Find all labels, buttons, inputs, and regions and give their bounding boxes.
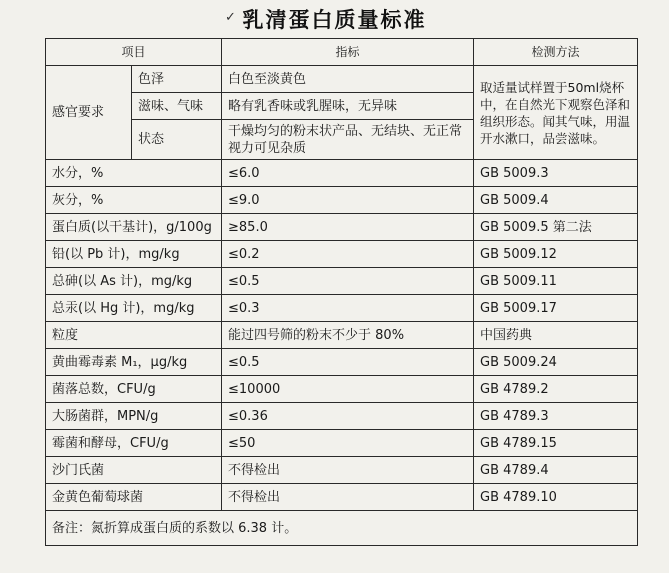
row-value: 不得检出 <box>222 484 474 511</box>
check-mark-icon: ✓ <box>225 10 236 25</box>
table-row <box>46 187 638 214</box>
sensory-sub-taste: 滋味、气味 <box>132 93 222 120</box>
row-name: 黄曲霉毒素 M₁，μg/kg <box>46 349 222 376</box>
row-value: ≤6.0 <box>222 160 474 187</box>
sensory-value-state: 干燥均匀的粉末状产品、无结块、无正常视力可见杂质 <box>222 120 474 160</box>
table-row <box>46 457 638 484</box>
row-name: 铅(以 Pb 计)，mg/kg <box>46 241 222 268</box>
sensory-method: 取适量试样置于50ml烧杯中，在自然光下观察色泽和组织形态。闻其气味，用温开水漱口，品尝滋味。 <box>474 66 638 160</box>
row-value: ≤9.0 <box>222 187 474 214</box>
table-row <box>46 160 638 187</box>
table-row <box>46 214 638 241</box>
table-row <box>46 295 638 322</box>
row-name: 菌落总数，CFU/g <box>46 376 222 403</box>
row-value: ≥85.0 <box>222 214 474 241</box>
row-name: 总汞(以 Hg 计)，mg/kg <box>46 295 222 322</box>
row-method: 中国药典 <box>474 322 638 349</box>
quality-standard-table <box>45 38 638 546</box>
row-method: GB 5009.11 <box>474 268 638 295</box>
row-method: GB 4789.2 <box>474 376 638 403</box>
sensory-sub-color: 色泽 <box>132 66 222 93</box>
row-name: 粒度 <box>46 322 222 349</box>
row-value: 能过四号筛的粉末不少于 80% <box>222 322 474 349</box>
row-method: GB 4789.4 <box>474 457 638 484</box>
table-row <box>46 430 638 457</box>
row-value: 不得检出 <box>222 457 474 484</box>
sensory-value-color: 白色至淡黄色 <box>222 66 474 93</box>
row-value: ≤10000 <box>222 376 474 403</box>
row-name: 金黄色葡萄球菌 <box>46 484 222 511</box>
table-row <box>46 484 638 511</box>
row-value: ≤0.3 <box>222 295 474 322</box>
row-method: GB 4789.10 <box>474 484 638 511</box>
table-row <box>46 322 638 349</box>
row-method: GB 5009.4 <box>474 187 638 214</box>
row-value: ≤0.5 <box>222 349 474 376</box>
row-name: 蛋白质(以干基计)，g/100g <box>46 214 222 241</box>
row-value: ≤0.2 <box>222 241 474 268</box>
row-method: GB 5009.5 第二法 <box>474 214 638 241</box>
row-name: 霉菌和酵母，CFU/g <box>46 430 222 457</box>
sensory-sub-state: 状态 <box>132 120 222 160</box>
table-row <box>46 268 638 295</box>
header-item: 项目 <box>46 39 222 66</box>
table-row <box>46 66 638 93</box>
header-index: 指标 <box>222 39 474 66</box>
table-row <box>46 376 638 403</box>
row-name: 水分，% <box>46 160 222 187</box>
row-value: ≤0.5 <box>222 268 474 295</box>
row-method: GB 5009.17 <box>474 295 638 322</box>
sensory-group-label: 感官要求 <box>46 66 132 160</box>
row-value: ≤0.36 <box>222 403 474 430</box>
table-header-row <box>46 39 638 66</box>
header-method: 检测方法 <box>474 39 638 66</box>
page-title: 乳清蛋白质量标准 <box>242 8 427 32</box>
table-row <box>46 403 638 430</box>
table-row <box>46 241 638 268</box>
row-name: 沙门氏菌 <box>46 457 222 484</box>
row-method: GB 5009.12 <box>474 241 638 268</box>
row-method: GB 5009.3 <box>474 160 638 187</box>
row-name: 灰分，% <box>46 187 222 214</box>
sensory-value-taste: 略有乳香味或乳腥味，无异味 <box>222 93 474 120</box>
row-method: GB 4789.15 <box>474 430 638 457</box>
row-method: GB 5009.24 <box>474 349 638 376</box>
row-method: GB 4789.3 <box>474 403 638 430</box>
table-note: 备注：氮折算成蛋白质的系数以 6.38 计。 <box>46 511 638 546</box>
row-name: 大肠菌群，MPN/g <box>46 403 222 430</box>
row-value: ≤50 <box>222 430 474 457</box>
row-name: 总砷(以 As 计)，mg/kg <box>46 268 222 295</box>
note-row <box>46 511 638 546</box>
table-row <box>46 349 638 376</box>
